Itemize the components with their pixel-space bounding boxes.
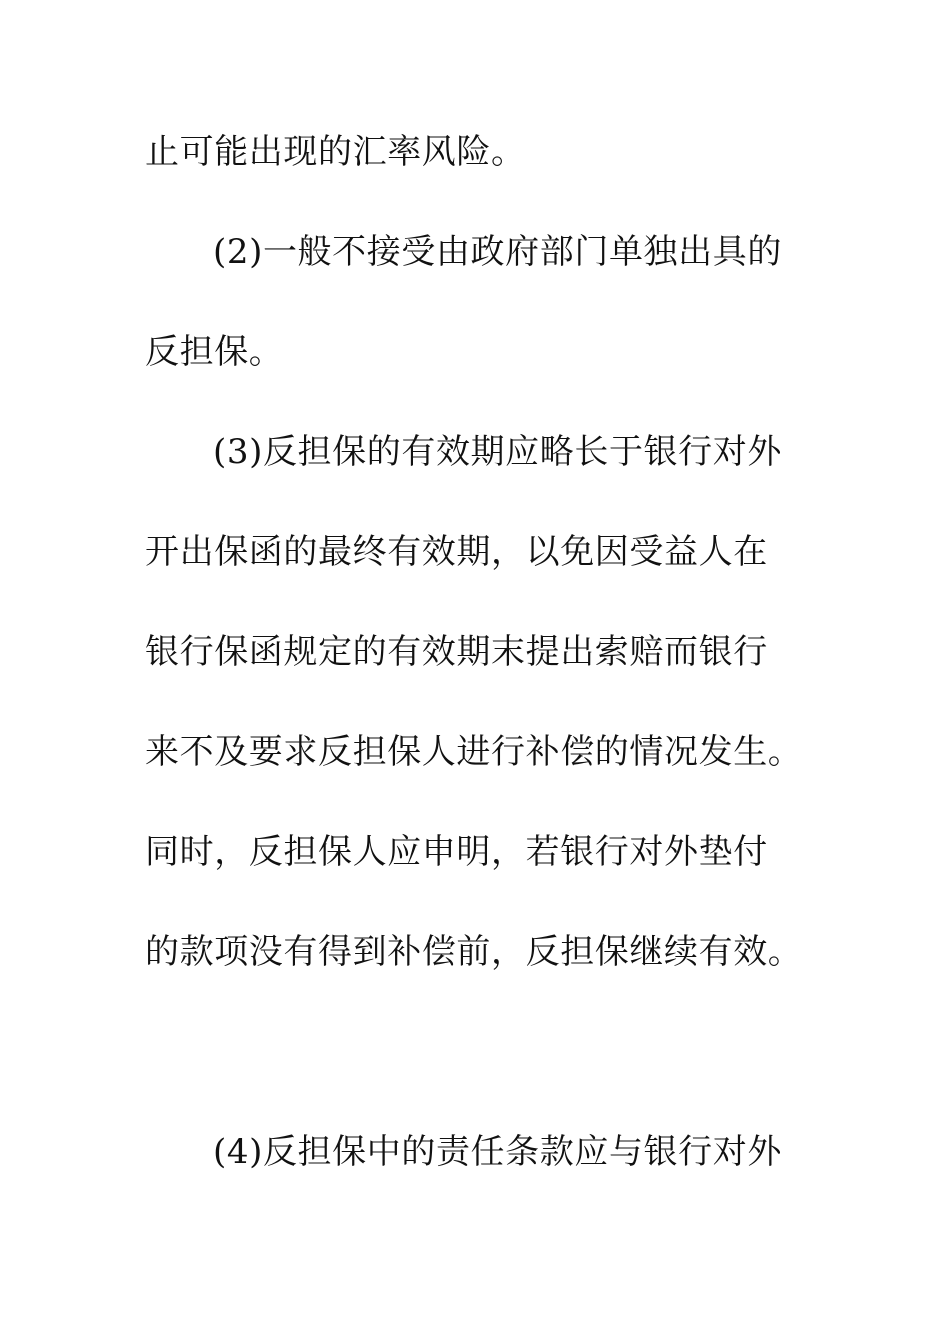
text-line-item-2: (2)一般不接受由政府部门单独出具的 [213, 232, 782, 272]
text-line-7: 来不及要求反担保人进行补偿的情况发生。 [145, 732, 803, 772]
text-line-3: 反担保。 [145, 332, 284, 372]
text-line-item-4: (4)反担保中的责任条款应与银行对外 [213, 1132, 782, 1172]
text-line-1: 止可能出现的汇率风险。 [145, 132, 526, 172]
text-line-5: 开出保函的最终有效期，以免因受益人在 [145, 532, 768, 572]
text-line-9: 的款项没有得到补偿前，反担保继续有效。 [145, 932, 803, 972]
text-line-8: 同时，反担保人应申明，若银行对外垫付 [145, 832, 768, 872]
text-line-6: 银行保函规定的有效期末提出索赔而银行 [145, 632, 768, 672]
text-line-item-3: (3)反担保的有效期应略长于银行对外 [213, 432, 782, 472]
